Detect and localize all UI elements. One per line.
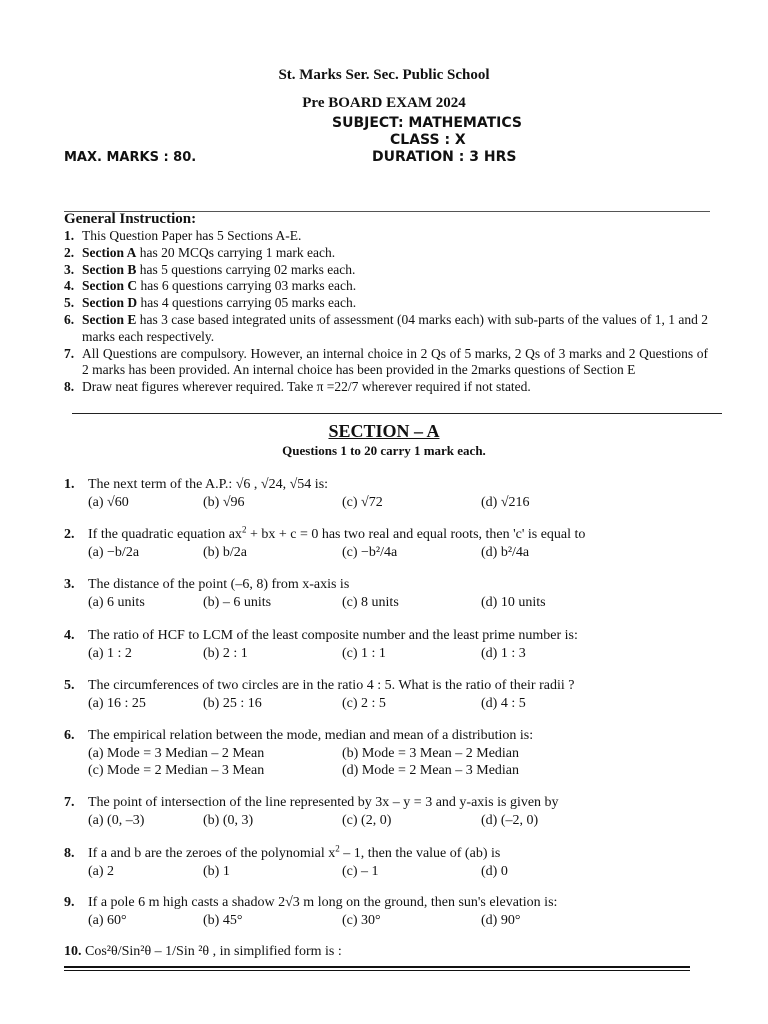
instructions-list [64,228,708,396]
options-row: (a) 60° (b) 45° (c) 30° (d) 90° [88,912,521,928]
instruction-item: 2. Section A has 20 MCQs carrying 1 mark each. [64,244,336,260]
instruction-item: 4. Section C has 6 questions carrying 03 marks each. [64,278,357,294]
question-10: 10. Cos²θ/Sin²θ – 1/Sin ²θ , in simplified form is : [64,944,342,959]
options-row: (a) 1 : 2 (b) 2 : 1 (c) 1 : 1 (d) 1 : 3 [88,645,526,661]
options-row: (a) 2 (b) 1 (c) – 1 (d) 0 [88,863,508,879]
question-9: 9. If a pole 6 m high casts a shadow 2√3 m long on the ground, then sun's elevation is: (a) 60° (b) 45° (c) 30° (d) 90° [64,894,724,929]
instruction-item: 6. Section E has 3 case based integrated units of assessment (04 marks each) with sub-parts of the values of 1, 1 and 2 marks each respectively. [64,311,708,344]
subject-label: SUBJECT: MATHEMATICS [332,115,522,131]
exam-title: Pre BOARD EXAM 2024 [302,95,466,111]
question-8: 8. If a and b are the zeroes of the polynomial $x^2 - 1$, then the value of (ab) is (a) 2 (b) 1 (c) – 1 (d) 0 [64,845,724,880]
instructions-divider [72,413,722,414]
school-name: St. Marks Ser. Sec. Public School [278,67,490,83]
question-6: 6. The empirical relation between the mode, median and mean of a distribution is: (a) Mode = 3 Median – 2 Mean (b) Mode = 3 Mean – 2 Median (c) Mode = 2 Median – 3 Mean (d) Mode = 2 Mean – 3 Median [64,727,724,780]
options-row: (a) Mode = 3 Median – 2 Mean (b) Mode = 3 Mean – 2 Median [88,745,520,761]
class-label: CLASS : X [390,132,466,148]
section-subtitle: Questions 1 to 20 carry 1 mark each. [282,443,486,458]
instruction-item: 8. Draw neat figures wherever required. Take π =22/7 wherever required if not stated. [64,379,531,395]
instruction-item: 5. Section D has 4 questions carrying 05 marks each. [64,295,357,311]
question-2: 2. If the quadratic equation $ax^2$ + bx + c = 0 has two real and equal roots, then 'c' is equal to (a) −b/2a (b) b/2a (c) −b²/4a (d) b²/4a [64,526,724,561]
question-4: 4. The ratio of HCF to LCM of the least composite number and the least prime number is: (a) 1 : 2 (b) 2 : 1 (c) 1 : 1 (d) 1 : 3 [64,627,724,662]
max-marks-label: MAX. MARKS : 80. [64,150,197,165]
instructions-heading: General Instruction: [64,211,197,227]
instruction-item: 3. Section B has 5 questions carrying 02 marks each. [64,261,356,277]
options-row: (a) 16 : 25 (b) 25 : 16 (c) 2 : 5 (d) 4 : 5 [88,695,526,711]
page-footer-rule [64,966,690,968]
question-3: 3. The distance of the point (–6, 8) from x-axis is (a) 6 units (b) – 6 units (c) 8 units (d) 10 units [64,576,724,611]
duration-label: DURATION : 3 HRS [372,149,517,165]
options-row: (a) −b/2a (b) b/2a (c) −b²/4a (d) b²/4a [88,544,530,560]
question-7: 7. The point of intersection of the line represented by 3x – y = 3 and y-axis is given by (a) (0, –3) (b) (0, 3) (c) (2, 0) (d) (–2, 0) [64,794,724,829]
options-row: (c) Mode = 2 Median – 3 Mean (d) Mode = 2 Mean – 3 Median [88,763,520,778]
instruction-item: 1. This Question Paper has 5 Sections A-E. [64,228,302,243]
instruction-item: 7. All Questions are compulsory. However, an internal choice in 2 Qs of 5 marks, 2 Qs of 3 marks and 2 Questions of 2 marks has been provided. An internal choice has been provided in the 2marks questions of Section E [64,345,708,378]
question-1: 1. The next term of the A.P.: √6 , √24, √54 is: (a) √60 (b) √96 (c) √72 (d) √216 [64,476,724,511]
options-row: (a) (0, –3) (b) (0, 3) (c) (2, 0) (d) (–2, 0) [88,812,539,828]
options-row: (a) 6 units (b) – 6 units (c) 8 units (d) 10 units [88,594,546,610]
question-5: 5. The circumferences of two circles are in the ratio 4 : 5. What is the ratio of their radii ? (a) 16 : 25 (b) 25 : 16 (c) 2 : 5 (d) 4 : 5 [64,677,724,712]
options-row: (a) √60 (b) √96 (c) √72 (d) √216 [88,494,530,510]
page-footer-rule-thin [64,970,690,971]
section-title: SECTION – A [328,421,440,441]
